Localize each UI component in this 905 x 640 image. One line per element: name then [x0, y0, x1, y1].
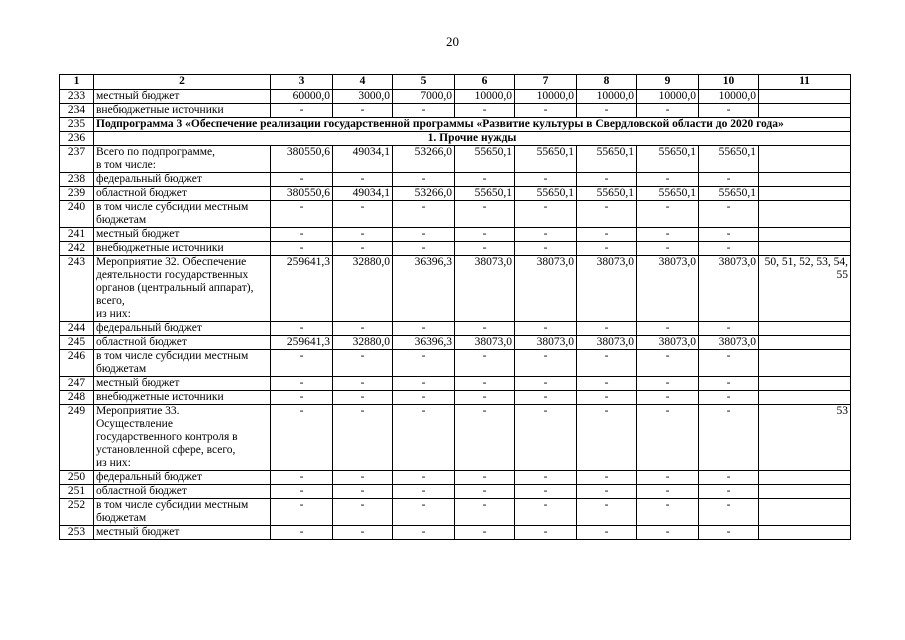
value-cell: 55650,1	[455, 146, 515, 173]
row-label: областной бюджет	[94, 336, 271, 350]
value-cell: -	[515, 405, 577, 471]
row-number: 241	[60, 228, 94, 242]
row-number: 237	[60, 146, 94, 173]
value-cell: -	[637, 499, 699, 526]
value-cell: -	[515, 350, 577, 377]
value-cell: -	[637, 228, 699, 242]
value-cell: -	[393, 104, 455, 118]
row-label: местный бюджет	[94, 526, 271, 540]
value-cell: -	[637, 350, 699, 377]
value-cell: -	[455, 377, 515, 391]
value-cell: -	[333, 173, 393, 187]
value-cell: -	[577, 405, 637, 471]
value-cell: 55650,1	[637, 146, 699, 173]
target-indicators-cell	[759, 350, 851, 377]
value-cell: 55650,1	[699, 146, 759, 173]
value-cell: -	[455, 526, 515, 540]
value-cell: 38073,0	[455, 256, 515, 322]
value-cell: -	[271, 499, 333, 526]
value-cell: -	[393, 526, 455, 540]
value-cell: -	[577, 201, 637, 228]
row-number: 240	[60, 201, 94, 228]
row-number: 248	[60, 391, 94, 405]
table-row	[60, 322, 851, 336]
value-cell: -	[333, 228, 393, 242]
value-cell: -	[271, 242, 333, 256]
table-row	[60, 146, 851, 173]
table-row	[60, 336, 851, 350]
value-cell: 380550,6	[271, 187, 333, 201]
value-cell: 259641,3	[271, 256, 333, 322]
row-number: 250	[60, 471, 94, 485]
table-row	[60, 471, 851, 485]
value-cell: -	[271, 391, 333, 405]
table-row	[60, 526, 851, 540]
value-cell: -	[393, 471, 455, 485]
row-number: 243	[60, 256, 94, 322]
value-cell: 49034,1	[333, 146, 393, 173]
row-number: 249	[60, 405, 94, 471]
value-cell: -	[577, 377, 637, 391]
value-cell: -	[699, 322, 759, 336]
value-cell: -	[637, 485, 699, 499]
value-cell: -	[637, 526, 699, 540]
value-cell: -	[393, 173, 455, 187]
value-cell: -	[333, 377, 393, 391]
value-cell: 10000,0	[577, 90, 637, 104]
header-cell: 2	[94, 75, 271, 90]
row-number: 239	[60, 187, 94, 201]
row-number: 242	[60, 242, 94, 256]
value-cell: -	[393, 391, 455, 405]
value-cell: -	[455, 499, 515, 526]
value-cell: -	[333, 405, 393, 471]
value-cell: -	[699, 350, 759, 377]
row-label: в том числе субсидии местным бюджетам	[94, 499, 271, 526]
value-cell: -	[637, 405, 699, 471]
row-number: 252	[60, 499, 94, 526]
target-indicators-cell	[759, 201, 851, 228]
header-cell: 11	[759, 75, 851, 90]
header-cell: 10	[699, 75, 759, 90]
row-number: 251	[60, 485, 94, 499]
value-cell: -	[515, 526, 577, 540]
target-indicators-cell	[759, 242, 851, 256]
value-cell: -	[699, 242, 759, 256]
value-cell: -	[393, 322, 455, 336]
value-cell: 55650,1	[637, 187, 699, 201]
target-indicators-cell	[759, 377, 851, 391]
target-indicators-cell: 50, 51, 52, 53, 54, 55	[759, 256, 851, 322]
value-cell: 53266,0	[393, 187, 455, 201]
value-cell: -	[393, 350, 455, 377]
value-cell: -	[333, 485, 393, 499]
value-cell: -	[271, 228, 333, 242]
value-cell: -	[637, 377, 699, 391]
value-cell: -	[515, 322, 577, 336]
row-label: Всего по подпрограмме, в том числе:	[94, 146, 271, 173]
value-cell: 36396,3	[393, 256, 455, 322]
value-cell: 38073,0	[699, 256, 759, 322]
value-cell: 259641,3	[271, 336, 333, 350]
value-cell: -	[637, 391, 699, 405]
row-number: 244	[60, 322, 94, 336]
value-cell: -	[637, 242, 699, 256]
row-number: 233	[60, 90, 94, 104]
budget-table	[59, 74, 851, 540]
target-indicators-cell	[759, 499, 851, 526]
target-indicators-cell	[759, 391, 851, 405]
value-cell: -	[637, 471, 699, 485]
table-row	[60, 405, 851, 471]
row-label: внебюджетные источники	[94, 104, 271, 118]
value-cell: 38073,0	[577, 256, 637, 322]
header-cell: 4	[333, 75, 393, 90]
value-cell: -	[577, 242, 637, 256]
table-body	[60, 75, 851, 540]
value-cell: -	[455, 228, 515, 242]
row-label: областной бюджет	[94, 187, 271, 201]
section-heading: Подпрограмма 3 «Обеспечение реализации государственной программы «Развитие культуры в Свердловской области до 2020 года»	[94, 118, 851, 132]
value-cell: 55650,1	[577, 146, 637, 173]
value-cell: -	[515, 173, 577, 187]
value-cell: -	[637, 173, 699, 187]
value-cell: 55650,1	[577, 187, 637, 201]
value-cell: 53266,0	[393, 146, 455, 173]
row-number: 238	[60, 173, 94, 187]
value-cell: -	[515, 499, 577, 526]
target-indicators-cell	[759, 526, 851, 540]
value-cell: 38073,0	[455, 336, 515, 350]
value-cell: -	[333, 322, 393, 336]
value-cell: -	[333, 471, 393, 485]
value-cell: -	[637, 104, 699, 118]
value-cell: -	[455, 485, 515, 499]
value-cell: 55650,1	[699, 187, 759, 201]
value-cell: -	[577, 322, 637, 336]
value-cell: -	[699, 391, 759, 405]
value-cell: -	[393, 485, 455, 499]
target-indicators-cell	[759, 104, 851, 118]
value-cell: -	[333, 526, 393, 540]
value-cell: -	[699, 173, 759, 187]
value-cell: -	[271, 201, 333, 228]
value-cell: -	[577, 391, 637, 405]
value-cell: -	[699, 499, 759, 526]
value-cell: -	[271, 104, 333, 118]
row-label: местный бюджет	[94, 228, 271, 242]
target-indicators-cell	[759, 322, 851, 336]
header-cell: 5	[393, 75, 455, 90]
row-number: 235	[60, 118, 94, 132]
target-indicators-cell	[759, 485, 851, 499]
row-label: внебюджетные источники	[94, 242, 271, 256]
value-cell: -	[515, 242, 577, 256]
value-cell: -	[271, 173, 333, 187]
value-cell: -	[577, 228, 637, 242]
value-cell: -	[455, 322, 515, 336]
table-row	[60, 256, 851, 322]
row-label: в том числе субсидии местным бюджетам	[94, 201, 271, 228]
value-cell: 32880,0	[333, 336, 393, 350]
value-cell: -	[455, 201, 515, 228]
table-row	[60, 90, 851, 104]
value-cell: -	[515, 377, 577, 391]
table-row	[60, 201, 851, 228]
table-row	[60, 187, 851, 201]
value-cell: -	[271, 322, 333, 336]
value-cell: -	[515, 391, 577, 405]
value-cell: 7000,0	[393, 90, 455, 104]
target-indicators-cell	[759, 146, 851, 173]
value-cell: -	[333, 201, 393, 228]
header-cell: 1	[60, 75, 94, 90]
value-cell: -	[271, 350, 333, 377]
value-cell: 10000,0	[637, 90, 699, 104]
section-heading: 1. Прочие нужды	[94, 132, 851, 146]
value-cell: -	[699, 526, 759, 540]
value-cell: -	[577, 104, 637, 118]
value-cell: -	[333, 350, 393, 377]
value-cell: -	[333, 242, 393, 256]
row-number: 234	[60, 104, 94, 118]
value-cell: -	[393, 499, 455, 526]
value-cell: -	[577, 526, 637, 540]
value-cell: -	[455, 242, 515, 256]
table-row	[60, 132, 851, 146]
value-cell: -	[393, 228, 455, 242]
value-cell: -	[637, 201, 699, 228]
value-cell: -	[455, 173, 515, 187]
table-row	[60, 485, 851, 499]
value-cell: -	[333, 391, 393, 405]
value-cell: -	[577, 499, 637, 526]
value-cell: -	[637, 322, 699, 336]
header-cell: 3	[271, 75, 333, 90]
value-cell: 36396,3	[393, 336, 455, 350]
value-cell: 55650,1	[515, 187, 577, 201]
row-number: 247	[60, 377, 94, 391]
value-cell: 380550,6	[271, 146, 333, 173]
value-cell: -	[393, 405, 455, 471]
value-cell: -	[699, 471, 759, 485]
value-cell: 38073,0	[577, 336, 637, 350]
value-cell: -	[699, 377, 759, 391]
value-cell: 10000,0	[515, 90, 577, 104]
value-cell: -	[271, 405, 333, 471]
value-cell: -	[515, 471, 577, 485]
header-cell: 9	[637, 75, 699, 90]
value-cell: -	[271, 485, 333, 499]
value-cell: -	[515, 485, 577, 499]
row-label: внебюджетные источники	[94, 391, 271, 405]
table-row	[60, 104, 851, 118]
value-cell: -	[271, 471, 333, 485]
value-cell: -	[577, 173, 637, 187]
header-cell: 7	[515, 75, 577, 90]
value-cell: -	[333, 499, 393, 526]
target-indicators-cell	[759, 228, 851, 242]
value-cell: 38073,0	[637, 256, 699, 322]
value-cell: 3000,0	[333, 90, 393, 104]
table-row	[60, 499, 851, 526]
row-number: 253	[60, 526, 94, 540]
value-cell: -	[515, 201, 577, 228]
value-cell: -	[455, 350, 515, 377]
header-cell: 6	[455, 75, 515, 90]
row-label: Мероприятие 32. Обеспечение деятельности государственных органов (центральный аппарат), всего, из них:	[94, 256, 271, 322]
row-label: в том числе субсидии местным бюджетам	[94, 350, 271, 377]
table-row	[60, 350, 851, 377]
value-cell: -	[515, 104, 577, 118]
value-cell: -	[699, 201, 759, 228]
table-header-row	[60, 75, 851, 90]
row-label: федеральный бюджет	[94, 322, 271, 336]
target-indicators-cell: 53	[759, 405, 851, 471]
table-row	[60, 173, 851, 187]
value-cell: -	[455, 104, 515, 118]
value-cell: -	[271, 526, 333, 540]
value-cell: 60000,0	[271, 90, 333, 104]
table-row	[60, 118, 851, 132]
table-row	[60, 242, 851, 256]
value-cell: -	[699, 228, 759, 242]
row-label: Мероприятие 33. Осуществление государственного контроля в установленной сфере, всего, из них:	[94, 405, 271, 471]
value-cell: -	[455, 471, 515, 485]
value-cell: -	[393, 242, 455, 256]
value-cell: -	[515, 228, 577, 242]
target-indicators-cell	[759, 187, 851, 201]
target-indicators-cell	[759, 173, 851, 187]
value-cell: -	[333, 104, 393, 118]
row-label: местный бюджет	[94, 377, 271, 391]
target-indicators-cell	[759, 471, 851, 485]
row-number: 245	[60, 336, 94, 350]
value-cell: -	[699, 485, 759, 499]
value-cell: 55650,1	[515, 146, 577, 173]
value-cell: -	[455, 405, 515, 471]
value-cell: 38073,0	[515, 256, 577, 322]
value-cell: 38073,0	[699, 336, 759, 350]
value-cell: -	[455, 391, 515, 405]
value-cell: -	[577, 485, 637, 499]
value-cell: 49034,1	[333, 187, 393, 201]
table-row	[60, 228, 851, 242]
row-label: федеральный бюджет	[94, 173, 271, 187]
target-indicators-cell	[759, 336, 851, 350]
value-cell: 10000,0	[699, 90, 759, 104]
row-label: федеральный бюджет	[94, 471, 271, 485]
row-label: областной бюджет	[94, 485, 271, 499]
value-cell: -	[577, 471, 637, 485]
target-indicators-cell	[759, 90, 851, 104]
row-number: 236	[60, 132, 94, 146]
value-cell: -	[271, 377, 333, 391]
table-row	[60, 377, 851, 391]
value-cell: -	[699, 104, 759, 118]
row-label: местный бюджет	[94, 90, 271, 104]
value-cell: -	[393, 377, 455, 391]
row-number: 246	[60, 350, 94, 377]
value-cell: -	[393, 201, 455, 228]
page-number: 20	[446, 34, 459, 49]
value-cell: 38073,0	[637, 336, 699, 350]
value-cell: 55650,1	[455, 187, 515, 201]
value-cell: -	[577, 350, 637, 377]
value-cell: 32880,0	[333, 256, 393, 322]
value-cell: 10000,0	[455, 90, 515, 104]
header-cell: 8	[577, 75, 637, 90]
value-cell: -	[699, 405, 759, 471]
table-row	[60, 391, 851, 405]
value-cell: 38073,0	[515, 336, 577, 350]
